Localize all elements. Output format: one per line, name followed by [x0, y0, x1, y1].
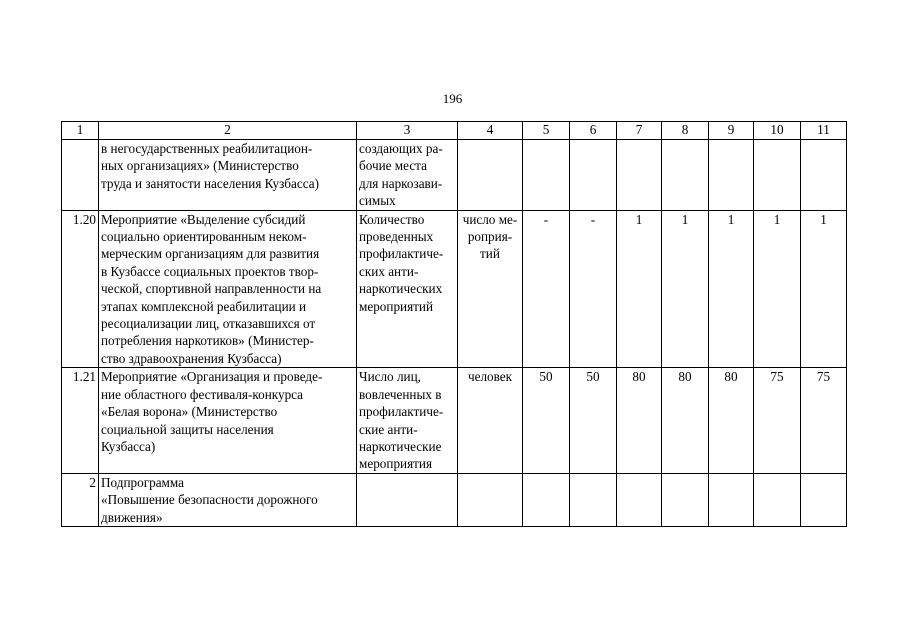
- table-body: [62, 140, 847, 527]
- header-cell: 2: [99, 122, 357, 140]
- value-cell: [662, 140, 709, 211]
- indicator-name: [357, 140, 458, 211]
- event-name-line: социальной защиты населения: [101, 421, 274, 437]
- row-number: 1.20: [62, 210, 99, 368]
- unit: [458, 140, 523, 211]
- value-cell: 1: [754, 210, 801, 368]
- indicator-name-line: симых: [359, 193, 396, 209]
- indicator-name-line: наркотических: [359, 281, 443, 297]
- unit: [458, 368, 523, 473]
- unit-line: число ме-: [462, 211, 518, 227]
- indicator-name-line: наркотические: [359, 438, 442, 454]
- value-cell: [570, 473, 617, 526]
- indicator-name: [357, 210, 458, 368]
- indicator-name-line: для наркозави-: [359, 175, 443, 191]
- unit: [458, 473, 523, 526]
- unit-line: тий: [480, 246, 500, 262]
- value-cell: 50: [523, 368, 570, 473]
- value-cell: 75: [801, 368, 847, 473]
- event-name: [99, 368, 357, 473]
- value-cell: [801, 473, 847, 526]
- event-name-line: ных организациях» (Министерство: [101, 158, 299, 174]
- value-cell: [523, 140, 570, 211]
- table-row: [62, 473, 847, 526]
- event-name: [99, 140, 357, 211]
- event-name-line: мерческим организациям для развития: [101, 246, 320, 262]
- row-number: [62, 140, 99, 211]
- event-name-line: движения»: [101, 509, 163, 525]
- header-cell: 4: [458, 122, 523, 140]
- event-name-line: ресоциализации лиц, отказавшихся от: [101, 316, 316, 332]
- event-name-line: Кузбасса): [101, 438, 156, 454]
- event-name-line: ние областного фестиваля-конкурса: [101, 386, 304, 402]
- indicator-name-line: проведенных: [359, 229, 434, 245]
- indicator-name-line: ские анти-: [359, 421, 418, 437]
- unit-line: человек: [467, 369, 513, 385]
- indicator-name: [357, 473, 458, 526]
- value-cell: [754, 140, 801, 211]
- value-cell: 75: [754, 368, 801, 473]
- table-row: [62, 140, 847, 211]
- indicator-name-line: создающих ра-: [359, 141, 443, 156]
- event-name-line: социально ориентированным неком-: [101, 229, 307, 245]
- event-name-line: Мероприятие «Организация и проведе-: [101, 369, 323, 385]
- page-number: 196: [442, 91, 463, 106]
- event-name: [99, 473, 357, 526]
- row-number: 2: [62, 473, 99, 526]
- header-cell: 1: [62, 122, 99, 140]
- header-cell: 6: [570, 122, 617, 140]
- event-name-line: этапах комплексной реабилитации и: [101, 298, 307, 314]
- indicator-name: [357, 368, 458, 473]
- indicator-name-line: вовлеченных в: [359, 386, 442, 402]
- event-name-line: ческой, спортивной направленности на: [101, 281, 322, 297]
- indicator-name-line: бочие места: [359, 158, 427, 174]
- indicator-name-line: мероприятия: [359, 456, 433, 472]
- value-cell: [617, 140, 662, 211]
- event-name-line: «Повышение безопасности дорожного: [101, 492, 318, 508]
- value-cell: [754, 473, 801, 526]
- event-name-line: в Кузбассе социальных проектов твор-: [101, 263, 319, 279]
- event-name-line: «Белая ворона» (Министерство: [101, 404, 278, 420]
- value-cell: 1: [662, 210, 709, 368]
- table-row: [62, 368, 847, 473]
- indicator-name-line: ских анти-: [359, 263, 419, 279]
- row-number: 1.21: [62, 368, 99, 473]
- value-cell: 80: [617, 368, 662, 473]
- header-cell: 5: [523, 122, 570, 140]
- header-cell: 3: [357, 122, 458, 140]
- event-name-line: Подпрограмма: [101, 474, 185, 490]
- header-cell: 11: [801, 122, 847, 140]
- value-cell: [709, 473, 754, 526]
- value-cell: 1: [617, 210, 662, 368]
- table-row: [62, 210, 847, 368]
- value-cell: 1: [801, 210, 847, 368]
- indicator-name-line: мероприятий: [359, 298, 434, 314]
- value-cell: -: [570, 210, 617, 368]
- value-cell: [662, 473, 709, 526]
- value-cell: -: [523, 210, 570, 368]
- event-name-line: труда и занятости населения Кузбасса): [101, 175, 319, 191]
- event-name-line: Мероприятие «Выделение субсидий: [101, 211, 306, 227]
- program-table: [61, 121, 847, 527]
- header-cell: 9: [709, 122, 754, 140]
- header-cell: 7: [617, 122, 662, 140]
- value-cell: 80: [662, 368, 709, 473]
- value-cell: 1: [709, 210, 754, 368]
- value-cell: [709, 140, 754, 211]
- event-name: [99, 210, 357, 368]
- value-cell: [617, 473, 662, 526]
- value-cell: [523, 473, 570, 526]
- event-name-line: ство здравоохранения Кузбасса): [101, 350, 282, 366]
- indicator-name-line: профилактиче-: [359, 404, 444, 420]
- value-cell: 50: [570, 368, 617, 473]
- indicator-name-line: Количество: [359, 211, 425, 227]
- indicator-name-line: Число лиц,: [359, 369, 421, 385]
- value-cell: [570, 140, 617, 211]
- event-name-line: в негосударственных реабилитацион-: [101, 141, 313, 156]
- indicator-name-line: профилактиче-: [359, 246, 444, 262]
- header-row: [62, 122, 847, 140]
- unit-line: роприя-: [467, 229, 513, 245]
- header-cell: 8: [662, 122, 709, 140]
- value-cell: 80: [709, 368, 754, 473]
- unit: [458, 210, 523, 368]
- value-cell: [801, 140, 847, 211]
- event-name-line: потребления наркотиков» (Министер-: [101, 333, 314, 349]
- header-cell: 10: [754, 122, 801, 140]
